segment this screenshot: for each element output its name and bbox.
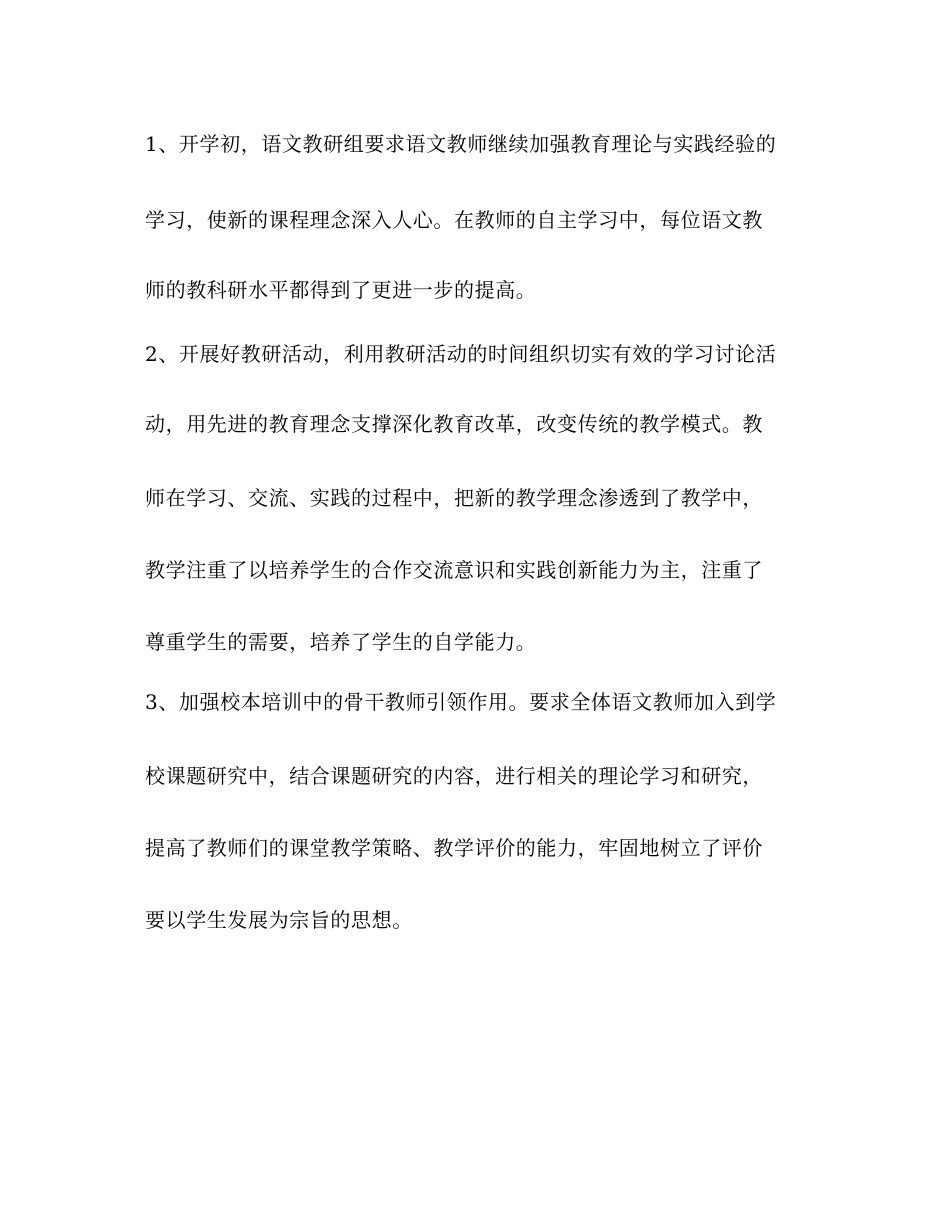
text-line: 校课题研究中，结合课题研究的内容，进行相关的理论学习和研究， [145, 764, 763, 788]
text-line: 提高了教师们的课堂教学策略、教学评价的能力，牢固地树立了评价 [145, 836, 763, 860]
text-line: 师的教科研水平都得到了更进一步的提高。 [145, 278, 537, 302]
text-line: 要以学生发展为宗旨的思想。 [145, 908, 413, 932]
text-line: 师在学习、交流、实践的过程中，把新的教学理念渗透到了教学中， [145, 486, 763, 510]
text-line: 3、加强校本培训中的骨干教师引领作用。要求全体语文教师加入到学 [145, 690, 777, 714]
text-line: 1、开学初，语文教研组要求语文教师继续加强教育理论与实践经验的 [145, 132, 777, 156]
text-line: 动，用先进的教育理念支撑深化教育改革，改变传统的教学模式。教 [145, 412, 763, 436]
text-line: 教学注重了以培养学生的合作交流意识和实践创新能力为主，注重了 [145, 558, 763, 582]
text-line: 尊重学生的需要，培养了学生的自学能力。 [145, 630, 537, 654]
text-line: 2、开展好教研活动，利用教研活动的时间组织切实有效的学习讨论活 [145, 342, 777, 366]
text-line: 学习，使新的课程理念深入人心。在教师的自主学习中，每位语文教 [145, 208, 763, 232]
